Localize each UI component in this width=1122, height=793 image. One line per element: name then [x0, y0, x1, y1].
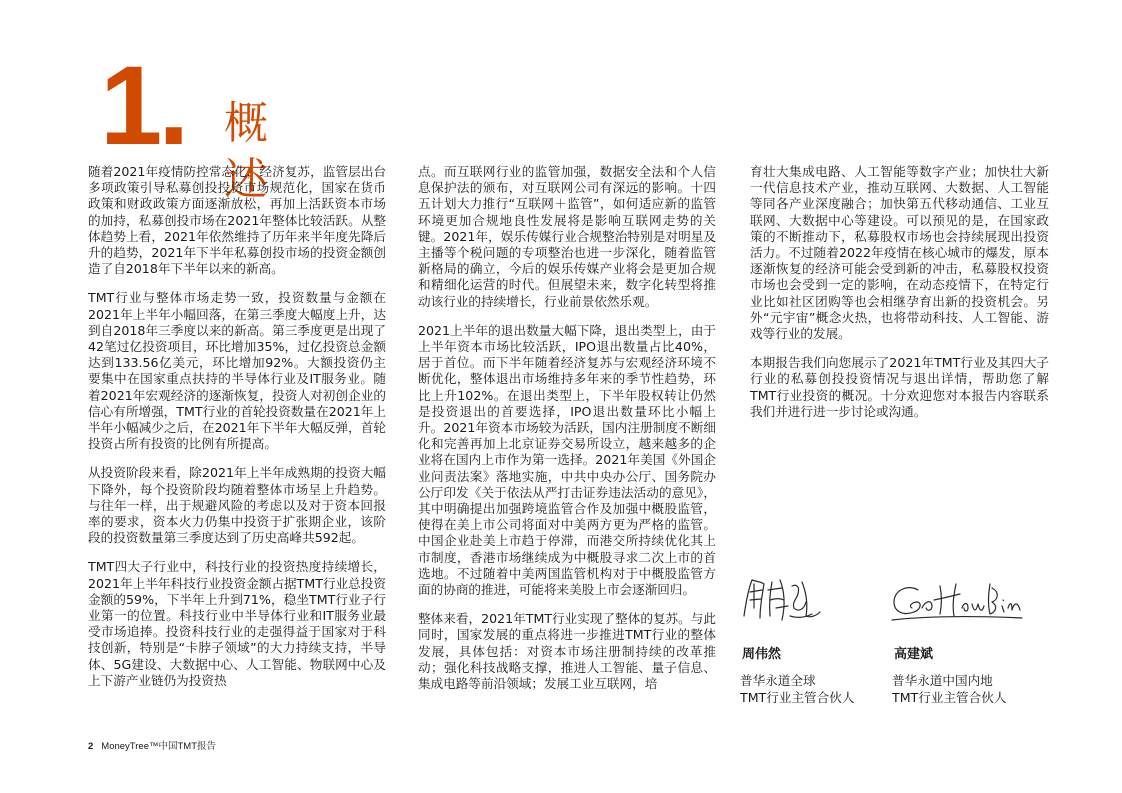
paragraph: 整体来看，2021年TMT行业实现了整体的复苏。与此同时，国家发展的重点将进一步推进TMT行业的整体发展，具体包括：对资本市场注册制持续的改革推动；强化科技战略支撑，推进人工智能、量子信息、集成电路等前沿领域；发展工业互联网，培	[418, 611, 716, 692]
signature-gao-jianbin	[888, 572, 1028, 630]
signatory-name: 周伟然	[742, 647, 782, 662]
paragraph: 随着2021年疫情防控常态化，经济复苏，监管层出台多项政策引导私募创投投资市场规范化，国家在货币政策和财政政策方面逐渐放松，再加上活跃资本市场的加持，私募创投市场在2021年整体比较活跃。从整体趋势上看，2021年依然维持了历年来半年度先降后升的趋势，2021年下半年私募创投市场的投资金额创造了自2018年下半年以来的新高。	[88, 164, 386, 277]
section-title: 概述	[224, 98, 268, 205]
paragraph: TMT行业与整体市场走势一致，投资数量与金额在2021年上半年小幅回落，在第三季度大幅度上升，达到自2018年三季度以来的新高。第三季度更是出现了42笔过亿投资项目，环比增加35%，过亿投资总金额达到133.56亿美元，环比增加92%。大额投资仍主要集中在国家重点扶持的半导体行业及IT服务业。随着2021年宏观经济的逐渐恢复，投资人对初创企业的信心有所增强，TMT行业的首轮投资数量在2021年上半年小幅减少之后，在2021年下半年大幅反弹，首轮投资占所有投资的比例有所提高。	[88, 290, 386, 452]
signatory-title	[740, 672, 854, 706]
publication-name: MoneyTree™中国TMT报告	[101, 741, 217, 752]
paragraph: TMT四大子行业中，科技行业的投资热度持续增长，2021年上半年科技行业投资金额占据TMT行业总投资金额的59%，下半年上升到71%，稳坐TMT行业子行业第一的位置。科技行业中半导体行业和IT服务业最受市场追捧。投资科技行业的走强得益于国家对于科技创新，特别是“卡脖子领域”的大力持续支持，半导体、5G建设、大数据中心、人工智能、物联网中心及上下游产业链仍为投资热	[88, 559, 386, 688]
signatory-title-line: 普华永道全球	[740, 673, 816, 688]
paragraph: 育壮大集成电路、人工智能等数字产业；加快壮大新一代信息技术产业，推动互联网、大数据、人工智能等同各产业深度融合；加快第五代移动通信、工业互联网、大数据中心等建设。可以预见的是，在国家政策的不断推动下，私募股权市场也会持续展现出投资活力。不过随着2022年疫情在核心城市的爆发，原本逐渐恢复的经济可能会受到新的冲击，私募股权投资市场也会受到一定的影响，在动态疫情下，在特定行业比如社区团购等也会相继孕育出新的投资机会。另外“元宇宙”概念火热，也将带动科技、人工智能、游戏等行业的发展。	[750, 164, 1049, 342]
text-column-2	[418, 164, 716, 705]
page-number: 2	[88, 741, 94, 752]
signatory-name: 高建斌	[894, 647, 934, 662]
paragraph: 从投资阶段来看，除2021年上半年成熟期的投资大幅下降外，每个投资阶段均随着整体市场呈上升趋势。与往年一样，出于规避风险的考虑以及对于资本回报率的要求，资本火力仍集中投资于扩张期企业，该阶段的投资数量第三季度达到了历史高峰共592起。	[88, 465, 386, 546]
signatory-title-line: 普华永道中国内地	[892, 673, 993, 688]
section-number: 1.	[100, 43, 186, 168]
signatory-title	[892, 672, 1006, 706]
signature-zhou-weiran	[736, 572, 826, 630]
signatory-title-line: TMT行业主管合伙人	[740, 690, 855, 705]
text-column-3	[750, 164, 1049, 433]
signatory-title-line: TMT行业主管合伙人	[892, 690, 1007, 705]
paragraph: 本期报告我们向您展示了2021年TMT行业及其四大子行业的私募创投投资情况与退出详情，帮助您了解TMT行业投资的概况。十分欢迎您对本报告内容联系我们并进行进一步讨论或沟通。	[750, 355, 1049, 419]
page-footer	[88, 738, 216, 752]
paragraph: 点。而互联网行业的监管加强，数据安全法和个人信息保护法的颁布，对互联网公司有深远的影响。十四五计划大力推行“互联网＋监管”，如何适应新的监管环境更加合规地良性发展将是影响互联网走势的关键。2021年，娱乐传媒行业合规整治特别是对明星及主播等个税问题的专项整治也进一步深化，随着监管新格局的确立，今后的娱乐传媒产业将会是更加合规和精细化运营的时代。但展望未来，数字化转型将推动该行业的持续增长，行业前景依然乐观。	[418, 164, 716, 309]
paragraph: 2021上半年的退出数量大幅下降，退出类型上，由于上半年资本市场比较活跃，IPO退出数量占比40%，居于首位。而下半年随着经济复苏与宏观经济环境不断优化，整体退出市场维持多年来的季节性趋势，环比上升102%。在退出类型上，下半年股权转让仍然是投资退出的首要选择，IPO退出数量环比小幅上升。2021年资本市场较为活跃，国内注册制度不断细化和完善再加上北京证券交易所设立，越来越多的企业将在国内上市作为第一选择。2021年美国《外国企业问责法案》落地实施，中共中央办公厅、国务院办公厅印发《关于依法从严打击证券违法活动的意见》，其中明确提出加强跨境监管合作及加强中概股监管，使得在美上市公司将面对中美两方更为严格的监管。中国企业赴美上市趋于停滞，而港交所持续优化其上市制度，香港市场继续成为中概股寻求二次上市的首选地。不过随着中美两国监管机构对于中概股监管方面的协商的推进，可能将来美股上市会逐渐回归。	[418, 322, 716, 598]
text-column-1	[88, 164, 386, 702]
